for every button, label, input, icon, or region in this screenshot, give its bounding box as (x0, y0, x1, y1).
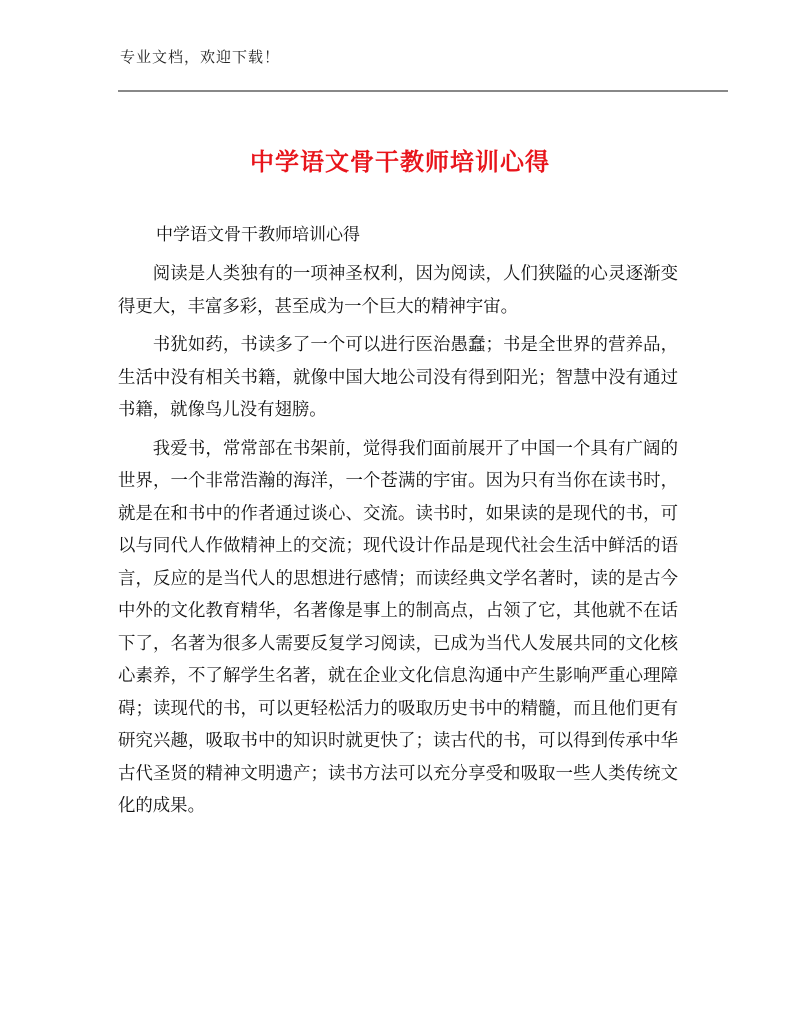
body-paragraph: 书犹如药，书读多了一个可以进行医治愚蠢；书是全世界的营养品，生活中没有相关书籍，就像中国大地公司没有得到阳光；智慧中没有通过书籍，就像鸟儿没有翅膀。 (118, 335, 678, 420)
document-subtitle: 中学语文骨干教师培训心得 (156, 225, 360, 245)
document-title: 中学语文骨干教师培训心得 (250, 148, 550, 176)
header-divider (118, 90, 728, 92)
body-paragraph: 阅读是人类独有的一项神圣权利，因为阅读，人们狭隘的心灵逐渐变得更大，丰富多彩，甚至成为一个巨大的精神宇宙。 (118, 264, 678, 317)
body-paragraph: 我爱书，常常部在书架前，觉得我们面前展开了中国一个具有广阔的世界，一个非常浩瀚的海洋，一个苍满的宇宙。因为只有当你在读书时，就是在和书中的作者通过谈心、交流。读书时，如果读的是现代的书，可以与同代人作做精神上的交流；现代设计作品是现代社会生活中鲜活的语言，反应的是当代人的思想进行感情；而读经典文学名著时，读的是古今中外的文化教育精华，名著像是事上的制高点，占领了它，其他就不在话下了，名著为很多人需要反复学习阅读，已成为当代人发展共同的文化核心素养，不了解学生名著，就在企业文化信息沟通中产生影响严重心理障碍；读现代的书，可以更轻松活力的吸取历史书中的精髓，而且他们更有研究兴趣，吸取书中的知识时就更快了；读古代的书，可以得到传承中华古代圣贤的精神文明遗产；读书方法可以充分享受和吸取一些人类传统文化的成果。 (118, 438, 678, 816)
document-body (118, 258, 678, 829)
page-header-text: 专业文档，欢迎下载！ (120, 48, 281, 66)
